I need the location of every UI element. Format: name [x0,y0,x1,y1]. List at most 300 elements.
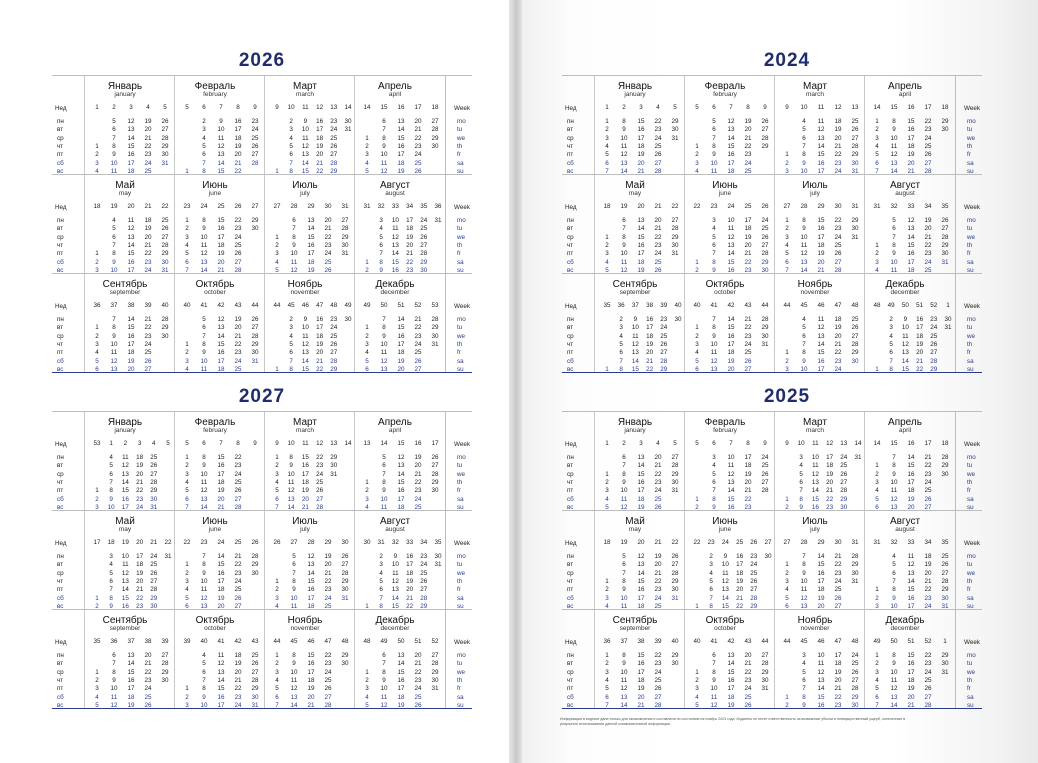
week-number: 19 [620,203,628,210]
day-cell: 27 [851,134,859,142]
week-number: 17 [414,104,422,111]
day-cell: 21 [217,266,225,274]
day-cell: 16 [217,225,225,233]
day-cell: 2 [185,693,189,701]
day-cell: 16 [217,349,225,357]
day-cell: 22 [414,478,422,486]
day-cell: 6 [109,577,113,585]
weekday-label-en: sa [967,693,974,701]
weekday-label-ru: пт [567,685,574,693]
day-cell: 5 [695,701,699,709]
week-number: 48 [363,638,371,645]
week-number: 9 [785,104,789,111]
week-number: 41 [710,302,718,309]
day-cell: 16 [727,503,735,511]
day-cell: 1 [95,594,99,602]
day-cell: 23 [834,225,842,233]
day-cell: 27 [840,478,848,486]
day-cell: 15 [217,340,225,348]
week-number: 4 [656,440,660,447]
day-cell: 4 [275,258,279,266]
day-cell: 7 [382,316,386,323]
day-cell: 8 [112,250,116,258]
day-cell: 11 [722,569,729,577]
day-cell: 18 [406,569,414,577]
day-cell: 24 [744,159,752,167]
day-cell: 10 [217,126,225,134]
day-cell: 21 [646,357,654,365]
day-cell: 30 [941,660,949,668]
day-cell: 10 [107,503,115,511]
day-cell: 17 [907,134,915,142]
day-cell: 31 [434,217,442,224]
day-cell: 4 [185,586,189,594]
day-cell: 13 [710,365,718,373]
day-cell: 27 [654,693,662,701]
day-cell: 20 [907,693,915,701]
weekday-label-en: tu [967,225,973,233]
day-cell: 13 [290,693,298,701]
day-cell: 4 [185,365,189,373]
day-cell: 6 [289,151,293,159]
day-cell: 21 [144,316,152,323]
day-cell: 14 [217,159,225,167]
month-name-en: december [380,625,410,632]
day-cell: 14 [127,660,135,668]
day-cell: 5 [875,495,879,503]
day-cell: 13 [380,365,388,373]
day-cell: 8 [382,478,386,486]
day-cell: 27 [341,561,349,569]
weekday-label-ru: пт [567,250,574,258]
day-cell: 10 [287,470,295,478]
day-cell: 27 [414,365,422,373]
week-number: 6 [202,104,206,111]
day-cell: 30 [431,332,439,340]
day-cell: 23 [834,569,842,577]
day-cell: 16 [727,332,735,340]
week-number: 27 [251,203,259,210]
day-cell: 23 [414,676,422,684]
week-number: 8 [236,104,240,111]
day-cell: 28 [161,134,169,142]
day-cell: 5 [802,668,806,676]
day-cell: 27 [834,258,842,266]
day-cell: 15 [391,602,399,610]
weekday-label-en: th [457,478,463,486]
day-cell: 9 [303,118,308,125]
day-cell: 9 [382,487,386,495]
day-cell: 16 [391,266,399,274]
day-cell: 1 [695,602,699,610]
day-cell: 12 [631,340,639,348]
day-cell: 22 [654,470,662,478]
weekday-label-en: mo [967,553,976,560]
weekday-label-en: mo [967,316,976,323]
day-cell: 15 [127,668,135,676]
day-cell: 7 [382,470,386,478]
day-cell: 26 [924,685,932,693]
week-number: 15 [397,440,405,447]
day-cell: 19 [217,250,225,258]
day-cell: 18 [916,332,924,340]
day-cell: 1 [785,217,789,224]
day-cell: 1 [365,478,369,486]
day-cell: 1 [605,118,609,125]
weekday-label-ru: чт [567,676,574,684]
day-cell: 4 [875,142,879,150]
day-cell: 27 [851,332,859,340]
day-cell: 29 [150,487,158,495]
day-cell: 12 [217,316,225,323]
day-cell: 31 [161,266,169,274]
day-cell: 18 [637,602,645,610]
day-cell: 5 [112,225,116,233]
day-cell: 23 [324,241,332,249]
week-number: 25 [736,539,744,546]
day-cell: 8 [292,652,296,659]
day-cell: 14 [811,487,819,495]
day-cell: 24 [924,668,932,676]
week-number: 9 [253,440,257,447]
day-cell: 7 [622,569,626,577]
week-number: 26 [761,203,769,210]
day-cell: 4 [379,225,383,233]
day-cell: 25 [654,142,662,150]
week-number: 48 [330,302,338,309]
day-cell: 9 [892,126,896,134]
day-cell: 31 [941,602,949,610]
day-cell: 13 [301,151,309,159]
day-cell: 18 [217,241,225,249]
day-cell: 25 [234,241,242,249]
month-block [684,274,775,372]
day-cell: 25 [234,478,242,486]
week-number: 4 [152,440,156,447]
day-cell: 7 [202,332,206,340]
day-cell: 19 [744,233,752,241]
day-cell: 11 [217,134,225,142]
day-cell: 14 [217,676,225,684]
day-cell: 17 [646,324,654,332]
day-cell: 19 [144,225,152,233]
week-number: 9 [253,104,257,111]
day-cell: 18 [136,454,144,461]
day-cell: 12 [380,701,388,709]
day-cell: 28 [851,553,859,560]
day-cell: 14 [620,701,628,709]
day-cell: 2 [275,586,279,594]
day-cell: 25 [150,454,158,461]
day-cell: 1 [95,250,99,258]
day-cell: 19 [817,594,825,602]
day-cell: 6 [712,241,716,249]
day-cell: 18 [744,462,752,470]
weekday-label-ru: пт [57,151,64,159]
day-cell: 2 [185,569,189,577]
day-cell: 18 [924,553,932,560]
day-cell: 1 [695,324,699,332]
day-cell: 24 [654,594,662,602]
weekday-label-ru: вс [57,266,64,274]
weekday-label-ru: сб [57,357,64,365]
day-cell: 10 [290,250,298,258]
day-cell: 16 [316,316,324,323]
week-number: 32 [890,539,898,546]
week-number: 23 [710,203,718,210]
day-cell: 15 [817,151,825,159]
day-cell: 21 [736,594,744,602]
day-cell: 21 [316,357,324,365]
week-number: 42 [727,302,735,309]
day-cell: 19 [324,553,332,560]
day-cell: 17 [307,594,315,602]
week-number: 37 [620,638,628,645]
day-cell: 2 [95,258,99,266]
day-cell: 30 [161,676,169,684]
day-cell: 5 [889,340,893,348]
day-cell: 18 [907,676,915,684]
day-cell: 21 [234,553,242,560]
year-calendar [562,50,982,373]
week-number: 5 [695,440,699,447]
week-number: 18 [603,539,611,546]
day-cell: 8 [622,470,626,478]
day-cell: 11 [890,487,898,495]
day-cell: 30 [341,241,349,249]
day-cell: 27 [420,241,428,249]
day-cell: 26 [671,553,679,560]
day-cell: 19 [144,118,152,125]
day-cell: 25 [924,487,932,495]
day-cell: 24 [414,685,422,693]
day-cell: 4 [875,487,879,495]
day-cell: 25 [924,142,932,150]
week-number: 10 [797,440,805,447]
day-cell: 15 [721,602,729,610]
day-cell: 17 [397,151,405,159]
day-cell: 19 [234,316,242,323]
day-cell: 20 [817,258,825,266]
day-cell: 2 [695,503,699,511]
day-cell: 31 [671,134,679,142]
weekday-label-en: we [967,332,976,340]
day-cell: 12 [287,487,295,495]
day-cell: 5 [695,357,699,365]
month-block [774,412,865,510]
day-cell: 17 [744,217,752,224]
month-block [264,511,355,609]
day-cell: 29 [851,151,859,159]
day-cell: 2 [95,602,99,610]
day-cell: 17 [727,685,735,693]
day-cell: 4 [712,462,716,470]
week-number: 15 [890,440,898,447]
day-cell: 31 [341,594,349,602]
day-cell: 30 [150,602,158,610]
day-cell: 17 [907,258,915,266]
week-number: 16 [907,104,915,111]
day-cell: 15 [637,470,645,478]
day-cell: 7 [292,569,296,577]
day-cell: 13 [727,126,735,134]
weekday-label-ru: вс [567,503,574,511]
day-cell: 24 [930,324,938,332]
day-cell: 3 [109,553,113,560]
day-cell: 31 [944,324,952,332]
day-cell: 3 [875,258,879,266]
day-cell: 6 [202,324,206,332]
day-cell: 26 [744,701,752,709]
day-cell: 2 [875,126,879,134]
day-cell: 19 [397,167,405,175]
day-cell: 13 [121,470,129,478]
day-cell: 16 [907,594,915,602]
day-cell: 26 [251,142,259,150]
day-cell: 21 [234,332,242,340]
day-cell: 23 [744,266,752,274]
weekday-label-en: su [967,365,974,373]
day-cell: 29 [251,217,259,224]
day-cell: 7 [112,134,116,142]
day-cell: 13 [391,586,399,594]
week-number: 44 [273,302,281,309]
day-cell: 23 [324,660,332,668]
month-name: Февраль [704,417,746,428]
month-name: Июнь [712,516,738,527]
day-cell: 11 [290,602,298,610]
day-cell: 19 [817,250,825,258]
day-cell: 16 [907,250,915,258]
day-cell: 31 [671,487,679,495]
day-cell: 25 [750,569,758,577]
day-cell: 11 [302,134,309,142]
month-block [354,412,445,510]
day-cell: 7 [799,487,803,495]
day-cell: 8 [289,167,293,175]
week-number: 27 [783,203,791,210]
day-cell: 29 [851,693,859,701]
week-number: 30 [363,539,371,546]
weekday-label-ru: чт [567,340,574,348]
day-cell: 22 [924,462,932,470]
day-cell: 30 [161,151,169,159]
weekday-label-en: th [457,676,463,684]
day-cell: 4 [875,266,879,274]
day-cell: 25 [834,586,842,594]
week-number: 28 [307,539,315,546]
day-cell: 31 [671,594,679,602]
day-cell: 22 [744,142,752,150]
day-cell: 5 [95,701,99,709]
day-cell: 24 [330,324,338,332]
day-cell: 24 [144,685,152,693]
day-cell: 28 [420,250,428,258]
day-cell: 30 [944,316,952,323]
day-cell: 9 [202,349,206,357]
month-block [864,274,955,372]
weekday-label-en: fr [457,151,461,159]
day-cell: 12 [127,225,135,233]
day-cell: 8 [799,495,803,503]
day-cell: 26 [840,470,848,478]
day-cell: 25 [420,569,428,577]
day-cell: 9 [382,142,386,150]
day-cell: 19 [127,701,135,709]
day-cell: 6 [695,365,699,373]
weekday-label-ru: пн [57,316,64,323]
weekday-label-ru: чт [567,478,574,486]
day-cell: 19 [646,340,654,348]
week-number: 23 [707,539,715,546]
weekday-label-ru: сб [57,594,64,602]
day-cell: 6 [785,258,789,266]
day-cell: 6 [292,217,296,224]
week-number: 33 [907,539,915,546]
day-cell: 29 [341,233,349,241]
day-cell: 28 [660,357,668,365]
weekday-label-ru: вт [567,324,574,332]
day-cell: 22 [834,151,842,159]
day-cell: 8 [889,365,893,373]
week-number: 10 [287,104,295,111]
week-number: 14 [854,440,862,447]
day-cell: 4 [889,332,893,340]
month-name-en: march [295,91,315,98]
day-cell: 7 [892,233,896,241]
day-cell: 14 [217,332,225,340]
day-cell: 2 [95,332,99,340]
day-cell: 16 [397,487,405,495]
day-cell: 9 [292,241,296,249]
day-cell: 23 [420,553,428,560]
day-cell: 10 [710,340,718,348]
day-cell: 16 [217,569,225,577]
day-cell: 14 [817,340,825,348]
day-cell: 15 [817,217,825,224]
day-cell: 27 [834,602,842,610]
day-cell: 23 [924,250,932,258]
day-cell: 14 [217,553,225,560]
day-cell: 6 [875,693,879,701]
week-number: 30 [341,539,349,546]
day-cell: 30 [341,660,349,668]
week-number-header-en: Week [964,204,980,211]
day-cell: 12 [391,577,399,585]
day-cell: 17 [406,217,414,224]
day-cell: 8 [622,577,626,585]
day-cell: 10 [380,340,388,348]
day-cell: 10 [890,602,898,610]
day-cell: 24 [924,602,932,610]
day-cell: 23 [924,126,932,134]
day-cell: 9 [802,159,806,167]
week-number: 31 [873,539,881,546]
day-cell: 8 [892,118,896,125]
day-cell: 24 [144,340,152,348]
weekday-label-ru: вс [567,266,574,274]
day-cell: 13 [200,495,208,503]
day-cell: 28 [150,478,158,486]
day-cell: 16 [727,266,735,274]
day-cell: 29 [671,652,679,659]
month-block [864,412,955,510]
day-cell: 7 [875,701,879,709]
day-cell: 6 [109,470,113,478]
day-cell: 20 [136,577,144,585]
day-cell: 10 [890,478,898,486]
weekday-label-ru: вт [57,324,64,332]
